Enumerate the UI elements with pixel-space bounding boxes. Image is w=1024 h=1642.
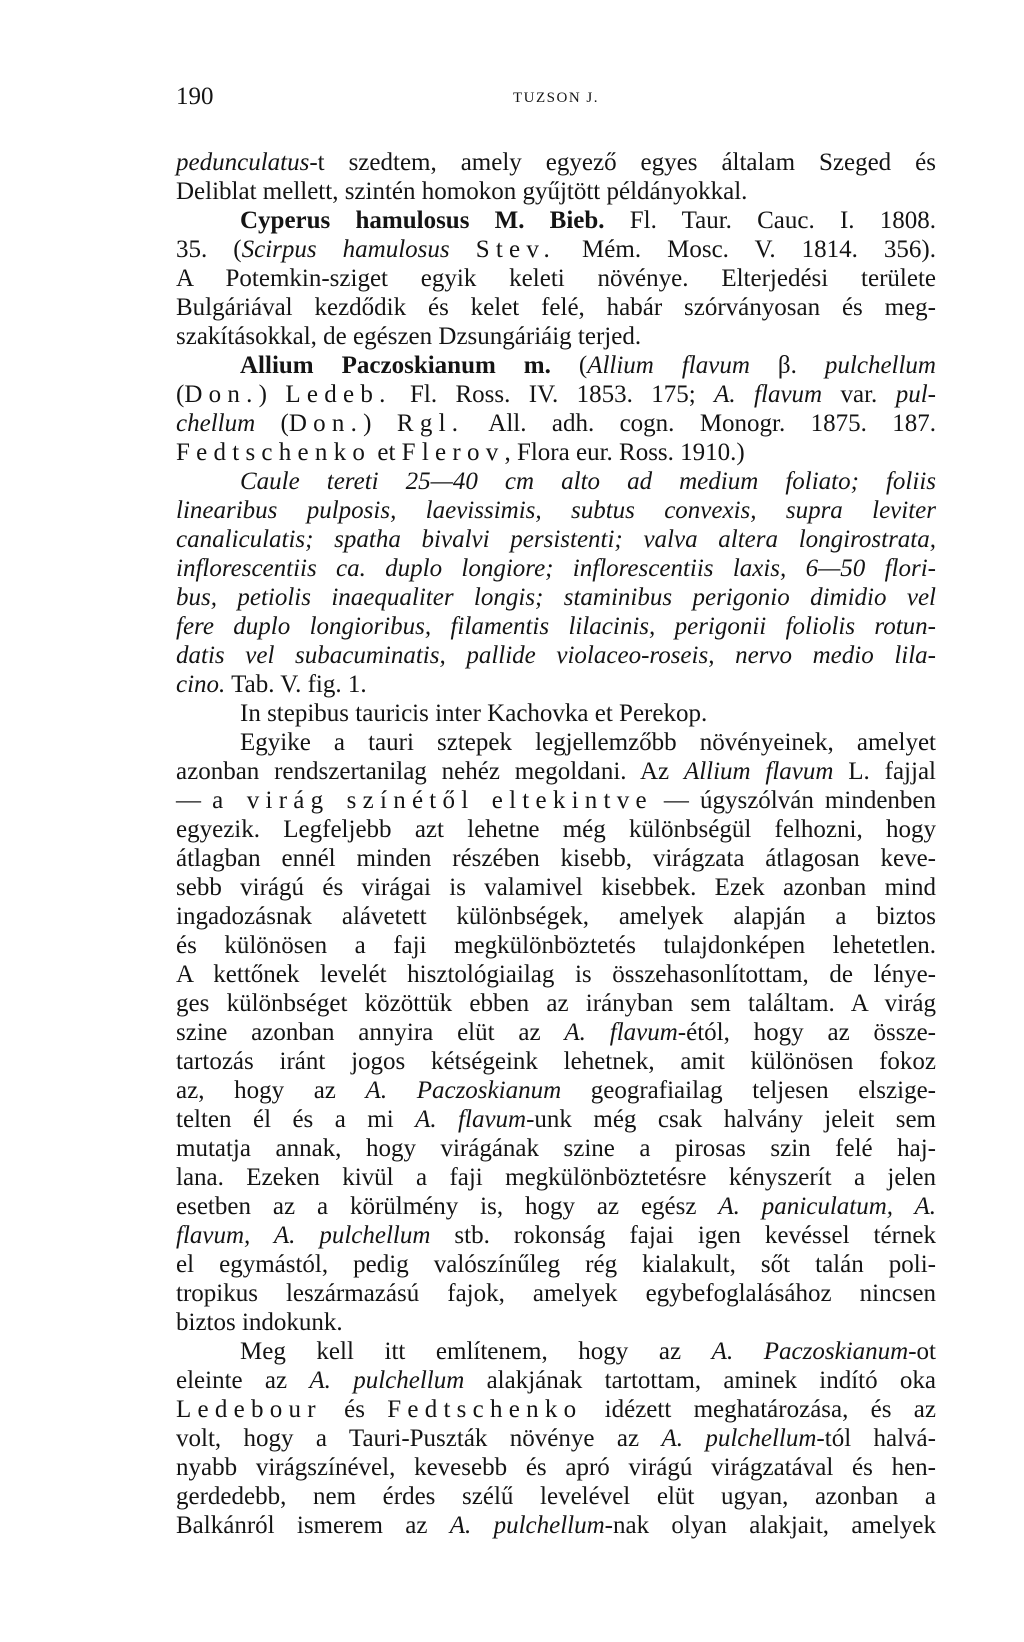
italic-text: linearibus pulposis, laevissimis, subtus convexis, supra leviter	[176, 497, 936, 524]
text: szakításokkal, de egészen Dzsungáriáig terjed.	[176, 323, 642, 350]
text-line	[176, 1453, 936, 1482]
text-line	[176, 815, 936, 844]
text: — úgyszólván mindenben	[652, 787, 937, 814]
text: azonban rendszertanilag nehéz megoldani. Az	[176, 758, 684, 785]
spaced-text: Fedtschenko	[176, 439, 372, 466]
text-line	[176, 467, 936, 496]
spaced-text: Stev.	[475, 236, 557, 263]
italic-text: A. Paczoskianum	[365, 1077, 562, 1104]
text: átlagban ennél minden részében kisebb, virágzata átlagosan keve-	[176, 845, 936, 872]
text-line	[176, 409, 936, 438]
text: -nak olyan alakjait, amelyek	[604, 1512, 936, 1539]
italic-text: A. flavum	[415, 1106, 527, 1133]
text: L. fajjal	[833, 758, 936, 785]
text: Bulgáriával kezdődik és kelet felé, habár szórványosan és meg-	[176, 294, 936, 321]
text: biztos indokunk.	[176, 1309, 343, 1336]
text-line	[176, 148, 936, 177]
text-line	[176, 960, 936, 989]
text-line	[176, 1105, 936, 1134]
italic-text: A. paniculatum, A.	[718, 1193, 936, 1220]
text-line	[176, 206, 936, 235]
text: telten él és a mi	[176, 1106, 416, 1133]
italic-text: datis vel subacuminatis, pallide violaceo-roseis, nervo medio lila-	[176, 642, 936, 669]
italic-text: Allium flavum	[683, 758, 834, 785]
text-line	[176, 1395, 936, 1424]
text-line	[176, 380, 936, 409]
text: A Potemkin-sziget egyik keleti növénye. Elterjedési területe	[176, 265, 936, 292]
text: tropikus leszármazású fajok, amelyek egybefoglalásához nincsen	[176, 1280, 936, 1307]
italic-text: Caule tereti 25—40 cm alto ad medium foliato; foliis	[240, 468, 936, 495]
text-line	[176, 177, 936, 206]
text: (	[550, 352, 588, 379]
text-line	[176, 1424, 936, 1453]
text: )	[363, 410, 397, 437]
text-line	[176, 496, 936, 525]
text: (	[255, 410, 289, 437]
text-line	[176, 235, 936, 264]
text-line	[176, 1366, 936, 1395]
text-line	[176, 670, 936, 699]
text: All. adh. cogn. Monogr. 1875. 187.	[464, 410, 937, 437]
text-line	[176, 844, 936, 873]
text: szine azonban annyira elüt az	[176, 1019, 565, 1046]
text-line	[176, 438, 936, 467]
text: lana. Ezeken kivül a faji megkülönböztetésre kényszerít a jelen	[176, 1164, 936, 1191]
text: gerdedebb, nem érdes szélű levelével elüt ugyan, azonban a	[176, 1483, 936, 1510]
spaced-text: a virág színétől eltekintve	[212, 787, 653, 814]
text: Deliblat mellett, szintén homokon gyűjtött példányokkal.	[176, 178, 748, 205]
text-line	[176, 757, 936, 786]
text: -tól halvá-	[816, 1425, 936, 1452]
spaced-text: Don.	[288, 410, 364, 437]
text: geografiailag teljesen elszige-	[561, 1077, 936, 1104]
spaced-text: Rgl.	[396, 410, 465, 437]
text: -étól, hogy az össze-	[677, 1019, 936, 1046]
text-line	[176, 351, 936, 380]
text: el egymástól, pedig valószínűleg rég kialakult, sőt talán poli-	[176, 1251, 936, 1278]
text: Fl. Taur. Cauc. I. 1808.	[604, 207, 936, 234]
text-line	[176, 1076, 936, 1105]
text: eleinte az	[176, 1367, 310, 1394]
text	[450, 236, 476, 263]
text-line	[176, 322, 936, 351]
italic-text: A. pulchellum	[661, 1425, 817, 1452]
text-line	[176, 1250, 936, 1279]
text-line	[176, 989, 936, 1018]
page-header	[176, 82, 936, 112]
text: -t szedtem, amely egyező egyes általam Szeged és	[309, 149, 936, 176]
running-head: TUZSON J.	[512, 90, 599, 106]
text-line	[176, 1134, 936, 1163]
text: et	[371, 439, 402, 466]
text: tartozás iránt jogos kétségeink lehetnek, amit különösen fokoz	[176, 1048, 936, 1075]
text: esetben az a körülmény is, hogy az egész	[176, 1193, 719, 1220]
text: és	[321, 1396, 388, 1423]
text: (	[176, 381, 185, 408]
text: és különösen a faji megkülönböztetés tulajdonképen lehetetlen.	[176, 932, 936, 959]
text-line	[176, 554, 936, 583]
text-line	[176, 1018, 936, 1047]
text-line	[176, 612, 936, 641]
text-line	[176, 902, 936, 931]
text: —	[176, 787, 213, 814]
italic-text: chellum	[176, 410, 256, 437]
italic-text: A. pulchellum	[449, 1512, 605, 1539]
text: egyezik. Legfeljebb azt lehetne még különbségül felhozni, hogy	[176, 816, 936, 843]
text-line	[176, 583, 936, 612]
text: -ot	[908, 1338, 936, 1365]
text: ingadozásnak alávetett különbségek, amelyek alapján a biztos	[176, 903, 936, 930]
italic-text: Scirpus hamulosus	[241, 236, 450, 263]
text-line	[176, 1163, 936, 1192]
text-line	[176, 1192, 936, 1221]
text-line	[176, 1047, 936, 1076]
text: nyabb virágszínével, kevesebb és apró virágú virágzatával és hen-	[176, 1454, 936, 1481]
spaced-text: Fedtschenko	[387, 1396, 583, 1423]
italic-text: A. flavum	[564, 1019, 678, 1046]
text: az, hogy az	[176, 1077, 366, 1104]
italic-text: canaliculatis; spatha bivalvi persistenti; valva altera longirostrata,	[176, 526, 936, 553]
italic-text: A. flavum	[714, 381, 823, 408]
italic-text: pedunculatus	[176, 149, 310, 176]
italic-text: A. Paczoskianum	[711, 1338, 909, 1365]
text-line	[176, 1511, 936, 1540]
text-line	[176, 699, 936, 728]
italic-text: pul-	[895, 381, 936, 408]
italic-text: fere duplo longioribus, filamentis lilacinis, perigonii foliolis rotun-	[176, 613, 936, 640]
text: Mém. Mosc. V. 1814. 356).	[556, 236, 937, 263]
text-line	[176, 293, 936, 322]
text: )	[258, 381, 286, 408]
text: volt, hogy a Tauri-Puszták növénye az	[176, 1425, 662, 1452]
text-line	[176, 728, 936, 757]
italic-text: flavum, A. pulchellum	[176, 1222, 431, 1249]
text: alakjának tartottam, aminek indító oka	[464, 1367, 936, 1394]
text: ges különbséget közöttük ebben az irányban sem találtam. A virág	[176, 990, 936, 1017]
text: Tab. V. fig. 1.	[225, 671, 367, 698]
text-line	[176, 1337, 936, 1366]
italic-text: A. pulchellum	[309, 1367, 465, 1394]
text-line	[176, 641, 936, 670]
spaced-text: Flerov	[401, 439, 505, 466]
italic-text: bus, petiolis inaequaliter longis; staminibus perigonio dimidio vel	[176, 584, 936, 611]
text-body	[176, 148, 936, 1540]
text: Fl. Ross. IV. 1853. 175;	[391, 381, 715, 408]
text: A kettőnek levelét hisztológiailag is összehasonlítottam, de lénye-	[176, 961, 936, 988]
spaced-text: Ledeb.	[285, 381, 392, 408]
text-line	[176, 786, 936, 815]
text: Meg kell itt említenem, hogy az	[240, 1338, 712, 1365]
text-line	[176, 1308, 936, 1337]
text: , Flora eur. Ross. 1910.)	[504, 439, 745, 466]
text-line	[176, 525, 936, 554]
bold-text: Cyperus hamulosus M. Bieb.	[240, 207, 605, 234]
text: In stepibus tauricis inter Kachovka et Perekop.	[240, 700, 708, 727]
text-line	[176, 1279, 936, 1308]
text-line	[176, 264, 936, 293]
text-line	[176, 1482, 936, 1511]
bold-text: Allium Paczoskianum m.	[240, 352, 551, 379]
spaced-text: Ledebour	[176, 1396, 322, 1423]
text: 35. (	[176, 236, 242, 263]
text: var.	[822, 381, 896, 408]
text: sebb virágú és virágai is valamivel kisebbek. Ezek azonban mind	[176, 874, 936, 901]
italic-text: pulchellum	[824, 352, 936, 379]
text: β.	[749, 352, 825, 379]
text-line	[176, 1221, 936, 1250]
text: idézett meghatározása, és az	[582, 1396, 936, 1423]
text: mutatja annak, hogy virágának szine a pirosas szin felé haj-	[176, 1135, 936, 1162]
italic-text: cino.	[176, 671, 226, 698]
text-line	[176, 931, 936, 960]
text-line	[176, 873, 936, 902]
page-number: 190	[176, 83, 214, 110]
text: Balkánról ismerem az	[176, 1512, 450, 1539]
italic-text: Allium flavum	[587, 352, 750, 379]
text: -unk még csak halvány jeleit sem	[526, 1106, 936, 1133]
text: Egyike a tauri sztepek legjellemzőbb növényeinek, amelyet	[240, 729, 936, 756]
spaced-text: Don.	[184, 381, 259, 408]
italic-text: inflorescentiis ca. duplo longiore; inflorescentiis laxis, 6—50 flori-	[176, 555, 936, 582]
text: stb. rokonság fajai igen kevéssel térnek	[430, 1222, 936, 1249]
